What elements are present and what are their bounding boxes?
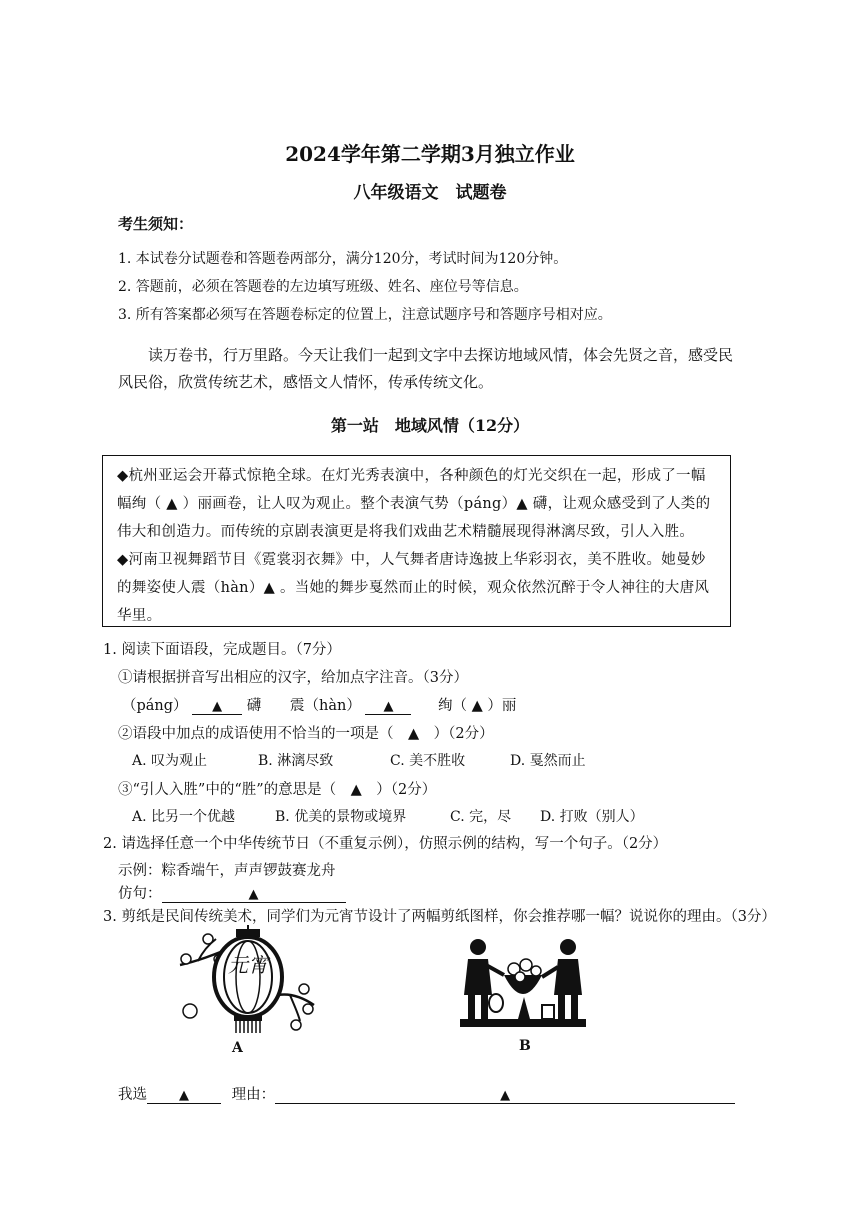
q3-stem: 3. 剪纸是民间传统美术，同学们为元宵节设计了两幅剪纸图样，你会推荐哪一幅？说说你的理由。（3分） (103, 909, 776, 925)
q1-sub2-option-d: D. 戛然而止 (510, 753, 586, 769)
notice-item-1: 1. 本试卷分试题卷和答题卷两部分，满分120分，考试时间为120分钟。 (118, 251, 568, 267)
triangle-marker-icon: ▲ (212, 699, 223, 714)
q2-stem: 2. 请选择任意一个中华传统节日（不重复示例），仿照示例的结构，写一个句子。（2分） (103, 836, 668, 852)
section-heading: 第一站 地域风情（12分） (330, 416, 530, 435)
passage-box (102, 455, 731, 627)
q1-sub3-option-d: D. 打败（别人） (540, 809, 644, 825)
lantern-char-yuan: 元宵 (228, 953, 268, 977)
triangle-marker-icon: ▲ (500, 1088, 511, 1103)
passage-paragraph-2: ◆河南卫视舞蹈节目《霓裳羽衣舞》中，人气舞者唐诗逸披上华彩羽衣，美不胜收。她曼妙的舞姿使人震（hàn）▲ 。当她的舞步戛然而止的时候，观众依然沉醉于令人神往的大唐风华里。 (117, 552, 710, 624)
q1-pinyin-pang: （páng） ▲ 礴 (122, 698, 262, 714)
papercut-a-label: A (232, 1040, 243, 1056)
q1-xuan-blank[interactable]: 绚（ ▲ ）丽 (438, 698, 517, 714)
page-subtitle: 八年级语文 试题卷 (353, 183, 507, 203)
choice-answer-blank[interactable] (147, 1087, 221, 1104)
q1-sub2-option-b: B. 淋漓尽致 (258, 753, 334, 769)
q1-sub3-option-a: A. 比另一个优越 (132, 809, 236, 825)
q2-imitate: 仿句： ▲ (118, 882, 346, 903)
page-title: 2024学年第二学期3月独立作业 (285, 142, 575, 166)
imitate-answer-blank[interactable] (162, 886, 346, 903)
notice-heading: 考生须知： (118, 215, 194, 233)
q2-example: 示例：粽香端午，声声锣鼓赛龙舟 (118, 863, 336, 879)
passage-paragraph-1: ◆杭州亚运会开幕式惊艳全球。在灯光秀表演中，各种颜色的灯光交织在一起，形成了一幅幅绚（ ▲ ）丽画卷，让人叹为观止。整个表演气势（páng）▲ 礴，让观众感受到了人类的伟大和创造力。而传统的京剧表演更是将我们戏曲艺术精髓展现得淋漓尽致，引人入胜。 (117, 468, 711, 540)
q1-sub1: ①请根据拼音写出相应的汉字，给加点字注音。（3分） (118, 670, 468, 686)
triangle-marker-icon: ▲ (248, 887, 259, 902)
q1-sub2-option-a: A. 叹为观止 (132, 753, 208, 769)
q1-pinyin-han: 震（hàn） ▲ (290, 694, 411, 715)
papercut-tangyuan-image (458, 935, 588, 1029)
q1-stem: 1. 阅读下面语段，完成题目。（7分） (103, 642, 341, 658)
reason-answer-blank[interactable] (275, 1087, 735, 1104)
q1-sub2: ②语段中加点的成语使用不恰当的一项是（ ▲ ）（2分） (118, 726, 494, 742)
triangle-marker-icon: ▲ (383, 699, 394, 714)
answer-blank-pang[interactable] (192, 698, 242, 715)
q1-sub3-option-c: C. 完，尽 (450, 809, 512, 825)
notice-item-2: 2. 答题前，必须在答题卷的左边填写班级、姓名、座位号等信息。 (118, 279, 528, 295)
choice-answer-row: 我选 ▲ 理由： ▲ (118, 1083, 735, 1104)
notice-item-3: 3. 所有答案都必须写在答题卷标定的位置上，注意试题序号和答题序号相对应。 (118, 307, 612, 323)
triangle-marker-icon: ▲ (179, 1088, 189, 1103)
answer-blank-han[interactable] (365, 698, 411, 715)
q1-sub3-option-b: B. 优美的景物或境界 (275, 809, 407, 825)
intro-paragraph: 读万卷书，行万里路。今天让我们一起到文字中去探访地域风情，体会先贤之音，感受民风民俗，欣赏传统艺术，感悟文人情怀，传承传统文化。 (118, 346, 734, 391)
q1-sub2-option-c: C. 美不胜收 (390, 753, 466, 769)
q1-sub3: ③“引人入胜”中的“胜”的意思是（ ▲ ）（2分） (118, 782, 437, 798)
papercut-b-label: B (519, 1038, 531, 1054)
papercut-lantern-image (178, 925, 318, 1035)
